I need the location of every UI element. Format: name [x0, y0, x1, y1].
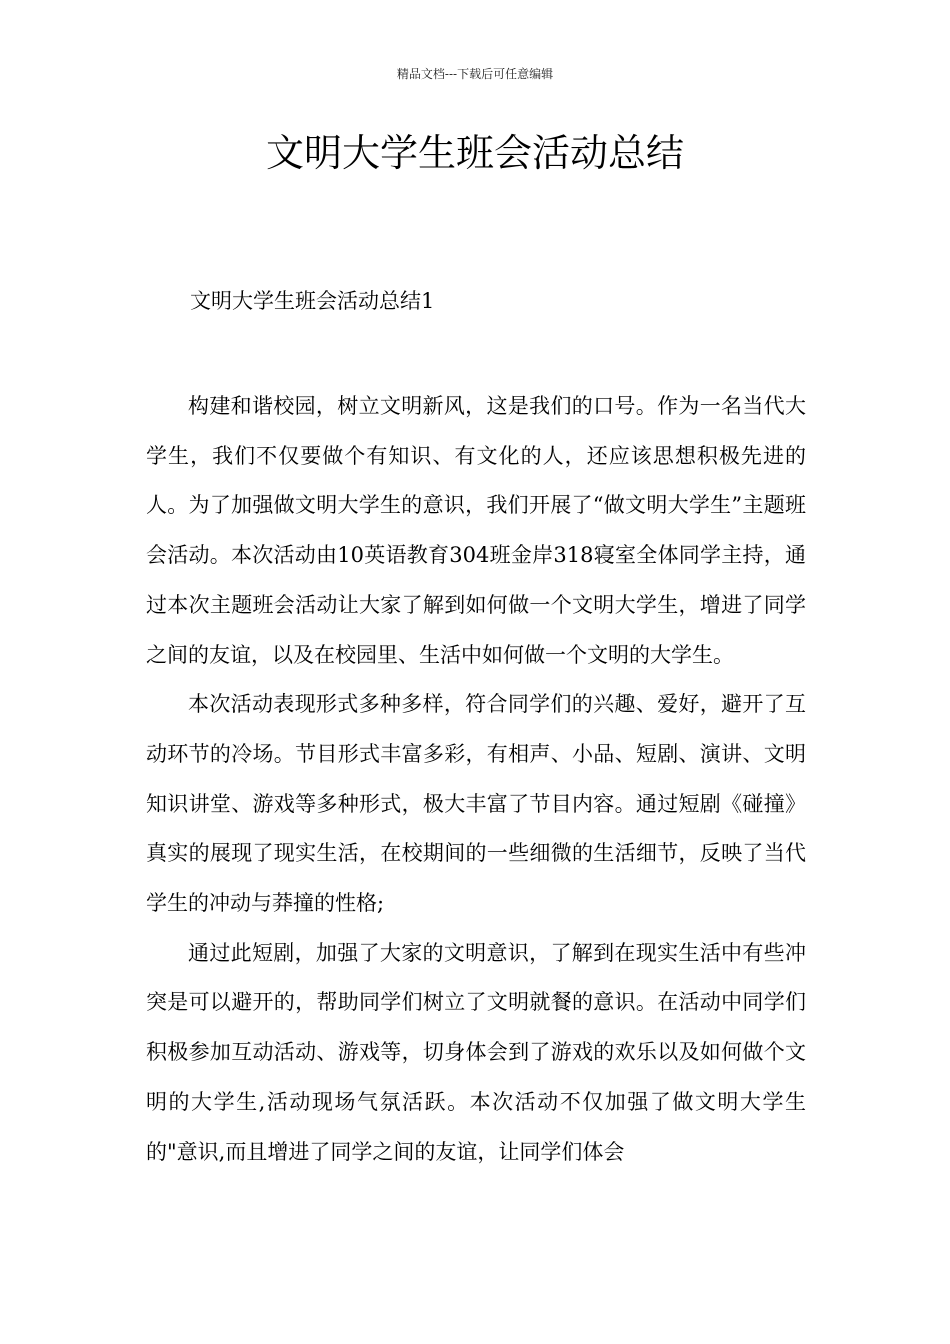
header-note: 精品文档---下载后可任意编辑	[396, 67, 554, 81]
document-title: 文明大学生班会活动总结	[265, 131, 684, 175]
section-heading: 文明大学生班会活动总结1	[190, 289, 435, 313]
paragraph-3: 通过此短剧，加强了大家的文明意识，了解到在现实生活中有些冲突是可以避开的，帮助同学们树立了文明就餐的意识。在活动中同学们积极参加互动活动、游戏等，切身体会到了游戏的欢乐以及如何做个文明的大学生,活动现场气氛活跃。本次活动不仅加强了做文明大学生的"意识,而且增进了同学之间的友谊，让同学们体会	[146, 940, 806, 1164]
body-text	[146, 382, 806, 1177]
paragraph-1: 构建和谐校园，树立文明新风，这是我们的口号。作为一名当代大学生，我们不仅要做个有知识、有文化的人，还应该思想积极先进的人。为了加强做文明大学生的意识，我们开展了“做文明大学生”主题班会活动。本次活动由10英语教育304班金岸318寝室全体同学主持，通过本次主题班会活动让大家了解到如何做一个文明大学生，增进了同学之间的友谊，以及在校园里、生活中如何做一个文明的大学生。	[146, 394, 806, 667]
paragraph-2: 本次活动表现形式多种多样，符合同学们的兴趣、爱好，避开了互动环节的冷场。节目形式丰富多彩，有相声、小品、短剧、演讲、文明知识讲堂、游戏等多种形式，极大丰富了节目内容。通过短剧《碰撞》真实的展现了现实生活，在校期间的一些细微的生活细节，反映了当代学生的冲动与莽撞的性格;	[146, 692, 806, 916]
